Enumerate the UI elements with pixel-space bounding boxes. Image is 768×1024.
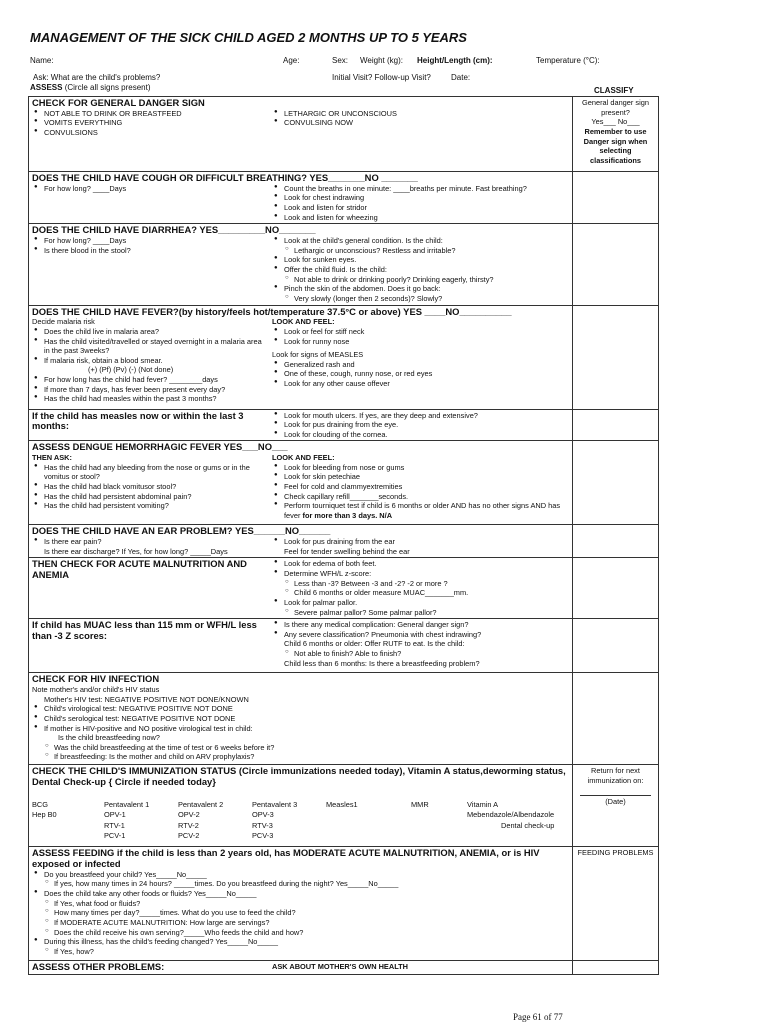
malnutrition-sub-item: ○ Less than -3? Between -3 and -2? -2 or more ? bbox=[272, 579, 569, 589]
immunization-cell: RTV-1 bbox=[104, 820, 125, 830]
immunization-cell: Dental check-up bbox=[501, 820, 555, 830]
malnutrition-item: ● Determine WFH/L z-score: bbox=[272, 569, 569, 579]
muac-sub-item: ○ Not able to finish? Able to finish? bbox=[272, 649, 569, 659]
immunization-row bbox=[29, 765, 659, 847]
feeding-heading: ASSESS FEEDING if the child is less than 2 years old, has MODERATE ACUTE MALNUTRITION, ANEMIA, or is HIV exposed or infected bbox=[32, 847, 540, 869]
immunization-cell bbox=[411, 810, 467, 820]
immunization-cell bbox=[326, 821, 411, 831]
return-immunization-label: Return for next immunization on: bbox=[587, 766, 644, 785]
danger-sign-item: ● CONVULSIONS bbox=[32, 128, 268, 138]
fever-item: ● Has the child visited/travelled or stayed overnight in a malaria area in the past 3weeks? bbox=[32, 337, 268, 356]
muac-item: ● Is there any medical complication: General danger sign? bbox=[272, 620, 569, 630]
immunization-cell bbox=[411, 831, 467, 841]
muac-breastfeeding-question: Child less than 6 months: Is there a breastfeeding problem? bbox=[284, 658, 480, 668]
classify-label: CLASSIFY bbox=[594, 86, 634, 95]
hiv-item: ● If mother is HIV-positive and NO positive virological test in child: bbox=[32, 724, 569, 734]
danger-sign-item: ● LETHARGIC OR UNCONSCIOUS bbox=[272, 109, 569, 119]
visit-label: Initial Visit? Follow-up Visit? bbox=[332, 73, 431, 82]
dengue-item: ● Has the child had persistent vomiting? bbox=[32, 501, 268, 511]
immunization-heading: CHECK THE CHILD'S IMMUNIZATION STATUS (Circle immunizations needed today), Vitamin A status,deworming status, Dental Check-up { Circle if needed today} bbox=[32, 765, 566, 787]
diarrhea-item: ● Is there blood in the stool? bbox=[32, 246, 268, 256]
dengue-row bbox=[29, 441, 659, 525]
ear-discharge-question: Is there ear discharge? If Yes, for how long? _____Days bbox=[44, 546, 228, 556]
diarrhea-item: ● Look for sunken eyes. bbox=[272, 255, 569, 265]
fever-item: ● For how long has the child had fever? ________days bbox=[32, 375, 268, 385]
dengue-item: ● Look for bleeding from nose or gums bbox=[272, 463, 569, 473]
blood-smear-options: (+) (Pf) (Pv) (-) (Not done) bbox=[88, 365, 174, 375]
cough-row bbox=[29, 172, 659, 224]
problems-label: Ask: What are the child's problems? bbox=[33, 73, 161, 82]
dengue-then-ask: THEN ASK: bbox=[32, 453, 72, 463]
muac-heading: If child has MUAC less than 115 mm or WFH/L less than -3 Z scores: bbox=[32, 619, 257, 641]
immunization-cell: Pentavalent 2 bbox=[178, 799, 224, 809]
diarrhea-item: ● Offer the child fluid. Is the child: bbox=[272, 265, 569, 275]
diarrhea-sub-item: ○ Lethargic or unconscious? Restless and irritable? bbox=[272, 246, 569, 256]
page-title: MANAGEMENT OF THE SICK CHILD AGED 2 MONTHS UP TO 5 YEARS bbox=[30, 30, 467, 45]
feeding-item: ● Do you breastfeed your child? Yes_____No_____ bbox=[32, 870, 569, 880]
dengue-heading: ASSESS DENGUE HEMORRHAGIC FEVER YES___NO___ bbox=[32, 441, 288, 453]
hiv-item: ● Child's virological test: NEGATIVE POSITIVE NOT DONE bbox=[32, 704, 569, 714]
ear-row bbox=[29, 525, 659, 558]
immunization-cell: PCV-3 bbox=[252, 830, 274, 840]
feeding-sub-item: ○ How many times per day?_____times. What do you use to feed the child? bbox=[32, 908, 569, 918]
feeding-sub-item: ○ If Yes, what food or fluids? bbox=[32, 899, 569, 909]
fever-item: ● One of these, cough, runny nose, or red eyes bbox=[272, 369, 569, 379]
hiv-note: Note mother's and/or child's HIV status bbox=[32, 685, 160, 694]
danger-sign-item: ● VOMITS EVERYTHING bbox=[32, 118, 268, 128]
return-date-label: (Date) bbox=[580, 795, 651, 807]
immunization-cell: Vitamin A bbox=[467, 799, 499, 809]
diarrhea-item: ● Pinch the skin of the abdomen. Does it go back: bbox=[272, 284, 569, 294]
immunization-cell bbox=[467, 831, 617, 841]
fever-item: ● Look for runny nose bbox=[272, 337, 569, 347]
danger-sign-heading: CHECK FOR GENERAL DANGER SIGN bbox=[32, 97, 205, 108]
cough-item: ● Look and listen for stridor bbox=[272, 203, 569, 213]
dengue-item: ● Check capillary refill_______seconds. bbox=[272, 492, 569, 502]
age-label: Age: bbox=[283, 56, 300, 65]
diarrhea-sub-item: ○ Not able to drink or drinking poorly? Drinking eagerly, thirsty? bbox=[272, 275, 569, 285]
ear-heading: DOES THE CHILD HAVE AN EAR PROBLEM? YES______NO______ bbox=[32, 525, 331, 537]
ear-swelling-check: Feel for tender swelling behind the ear bbox=[284, 546, 410, 556]
dengue-item: ● Has the child had persistent abdominal pain? bbox=[32, 492, 268, 502]
cough-item: ● For how long? ____Days bbox=[32, 184, 268, 194]
malnutrition-sub-item: ○ Severe palmar pallor? Some palmar pallor? bbox=[272, 608, 569, 618]
muac-item: ● Any severe classification? Pneumonia with chest indrawing? bbox=[272, 630, 569, 640]
dengue-item: ● Look for skin petechiae bbox=[272, 472, 569, 482]
ear-item: ● Look for pus draining from the ear bbox=[272, 537, 569, 547]
hiv-row bbox=[29, 673, 659, 765]
hiv-sub-item: ○ Was the child breastfeeding at the time of test or 6 weeks before it? bbox=[32, 743, 569, 753]
fever-item: ● Generalized rash and bbox=[272, 360, 569, 370]
measles-item: ● Look for mouth ulcers. If yes, are they deep and extensive? bbox=[272, 411, 569, 421]
dengue-item: ● Feel for cold and clammyextremities bbox=[272, 482, 569, 492]
sex-label: Sex: bbox=[332, 56, 349, 65]
feeding-sub-item: ○ If MODERATE ACUTE MALNUTRITION: How large are servings? bbox=[32, 918, 569, 928]
immunization-cell: RTV-3 bbox=[252, 820, 273, 830]
malnutrition-row bbox=[29, 558, 659, 619]
name-label: Name: bbox=[30, 56, 54, 65]
other-problems-heading: ASSESS OTHER PROBLEMS: bbox=[32, 961, 165, 973]
immunization-cell: Measles1 bbox=[326, 799, 358, 809]
immunization-cell: BCG bbox=[32, 799, 49, 809]
fever-item: ● Look for any other cause offever bbox=[272, 379, 569, 389]
diarrhea-item: ● For how long? ____Days bbox=[32, 236, 268, 246]
fever-heading: DOES THE CHILD HAVE FEVER?(by history/feels hot/temperature 37.5°C or above) YES ____NO__________ bbox=[32, 305, 512, 317]
diarrhea-item: ● Look at the child's general condition. Is the child: bbox=[272, 236, 569, 246]
fever-item: ● Does the child live in malaria area? bbox=[32, 327, 268, 337]
fever-item: ● Look or feel for stiff neck bbox=[272, 327, 569, 337]
diarrhea-row bbox=[29, 224, 659, 305]
feeding-sub-item: ○ If Yes, how? bbox=[32, 947, 569, 957]
hiv-breastfeeding-question: Is the child breastfeeding now? bbox=[58, 733, 160, 743]
diarrhea-sub-item: ○ Very slowly (longer then 2 seconds)? Slowly? bbox=[272, 294, 569, 304]
mother-health-label: ASK ABOUT MOTHER'S OWN HEALTH bbox=[272, 962, 409, 972]
date-label: Date: bbox=[451, 73, 471, 82]
dengue-item: ● Has the child had any bleeding from the nose or gums or in the vomitus or stool? bbox=[32, 463, 268, 482]
immunization-cell: Pentavalent 3 bbox=[252, 799, 298, 809]
measles-item: ● Look for clouding of the cornea. bbox=[272, 430, 569, 440]
immunization-cell bbox=[32, 831, 104, 841]
muac-row bbox=[29, 619, 659, 673]
weight-label: Weight (kg): bbox=[360, 56, 403, 65]
immunization-cell: MMR bbox=[411, 799, 429, 809]
immunization-cell: Hep B0 bbox=[32, 810, 57, 820]
feeding-sub-item: ○ If yes, how many times in 24 hours? _____times. Do you breastfeed during the night? Yes_____No_____ bbox=[32, 879, 569, 889]
fever-item: ● Has the child had measles within the past 3 months? bbox=[32, 394, 268, 404]
fever-item: ● If more than 7 days, has fever been present every day? bbox=[32, 385, 268, 395]
other-problems-row bbox=[29, 961, 659, 975]
immunization-cell: OPV-2 bbox=[178, 810, 200, 820]
immunization-cell: PCV-2 bbox=[178, 830, 200, 840]
measles-signs-title: Look for signs of MEASLES bbox=[272, 350, 364, 360]
immunization-grid bbox=[32, 800, 569, 841]
danger-sign-item: ● NOT ABLE TO DRINK OR BREASTFEED bbox=[32, 109, 268, 119]
malnutrition-sub-item: ○ Child 6 months or older measure MUAC_______mm. bbox=[272, 588, 569, 598]
immunization-cell: RTV-2 bbox=[178, 820, 199, 830]
cough-item: ● Look and listen for wheezing bbox=[272, 213, 569, 223]
immunization-cell: PCV-1 bbox=[104, 830, 126, 840]
immunization-cell bbox=[326, 810, 411, 820]
ear-item: ● Is there ear pain? bbox=[32, 537, 268, 547]
hiv-item: ● Child's serological test: NEGATIVE POSITIVE NOT DONE bbox=[32, 714, 569, 724]
dengue-look-feel: LOOK AND FEEL: bbox=[272, 453, 335, 463]
danger-sign-item: ● CONVULSING NOW bbox=[272, 118, 569, 128]
mother-hiv-test: Mother's HIV test: NEGATIVE POSITIVE NOT DONE/KNOWN bbox=[44, 694, 249, 704]
danger-classify-yes-no: Yes___ No___ bbox=[591, 117, 640, 127]
malnutrition-item: ● Look for palmar pallor. bbox=[272, 598, 569, 608]
immunization-cell bbox=[326, 831, 411, 841]
diarrhea-heading: DOES THE CHILD HAVE DIARRHEA? YES_________NO_______ bbox=[32, 224, 316, 236]
immunization-cell: Pentavalent 1 bbox=[104, 799, 150, 809]
fever-item: ● If malaria risk, obtain a blood smear. bbox=[32, 356, 268, 366]
fever-look-feel: LOOK AND FEEL: bbox=[272, 317, 335, 327]
hiv-heading: CHECK FOR HIV INFECTION bbox=[32, 673, 160, 685]
feeding-row bbox=[29, 847, 659, 961]
measles-row bbox=[29, 409, 659, 441]
measles-item: ● Look for pus draining from the eye. bbox=[272, 420, 569, 430]
immunization-cell: OPV-3 bbox=[252, 810, 274, 820]
danger-classify-question: General danger sign present? bbox=[582, 98, 649, 117]
fever-row bbox=[29, 305, 659, 409]
danger-classify-note: Remember to use Danger sign when selecting classifications bbox=[583, 126, 648, 165]
malnutrition-heading: THEN CHECK FOR ACUTE MALNUTRITION AND ANEMIA bbox=[32, 558, 247, 581]
feeding-problems-label: FEEDING PROBLEMS bbox=[577, 848, 654, 858]
immunization-cell: Mebendazole/Albendazole bbox=[467, 810, 555, 820]
feeding-item: ● During this illness, has the child's feeding changed? Yes_____No_____ bbox=[32, 937, 569, 947]
hiv-sub-item: ○ If breastfeeding: Is the mother and child on ARV prophylaxis? bbox=[32, 752, 569, 762]
feeding-item: ● Does the child take any other foods or fluids? Yes_____No_____ bbox=[32, 889, 569, 899]
danger-sign-row bbox=[29, 97, 659, 172]
immunization-cell bbox=[411, 821, 467, 831]
cough-item: ● Look for chest indrawing bbox=[272, 193, 569, 203]
measles-heading: If the child has measles now or within the last 3 months: bbox=[32, 409, 244, 432]
muac-rutf-question: Child 6 months or older: Offer RUTF to eat. Is the child: bbox=[284, 639, 465, 649]
malnutrition-item: ● Look for edema of both feet. bbox=[272, 559, 569, 569]
immunization-cell bbox=[32, 821, 104, 831]
assess-label: ASSESS (Circle all signs present) bbox=[30, 83, 151, 92]
immunization-cell: OPV-1 bbox=[104, 810, 126, 820]
height-label: Height/Length (cm): bbox=[417, 56, 493, 65]
assessment-form bbox=[28, 96, 659, 975]
cough-heading: DOES THE CHILD HAVE COUGH OR DIFFICULT BREATHING? YES_______NO _______ bbox=[32, 172, 418, 183]
dengue-item: ● Has the child had black vomitusor stool? bbox=[32, 482, 268, 492]
dengue-item: ● Perform tourniquet test if child is 6 months or older AND has no other signs AND has fever for more than 3 days. N/A bbox=[272, 501, 569, 520]
feeding-sub-item: ○ Does the child receive his own serving?_____Who feeds the child and how? bbox=[32, 928, 569, 938]
page-number: Page 61 of 77 bbox=[513, 1012, 563, 1022]
malaria-risk-title: Decide malaria risk bbox=[32, 317, 95, 327]
temperature-label: Temperature (°C): bbox=[536, 56, 600, 65]
cough-item: ● Count the breaths in one minute: ____breaths per minute. Fast breathing? bbox=[272, 184, 569, 194]
